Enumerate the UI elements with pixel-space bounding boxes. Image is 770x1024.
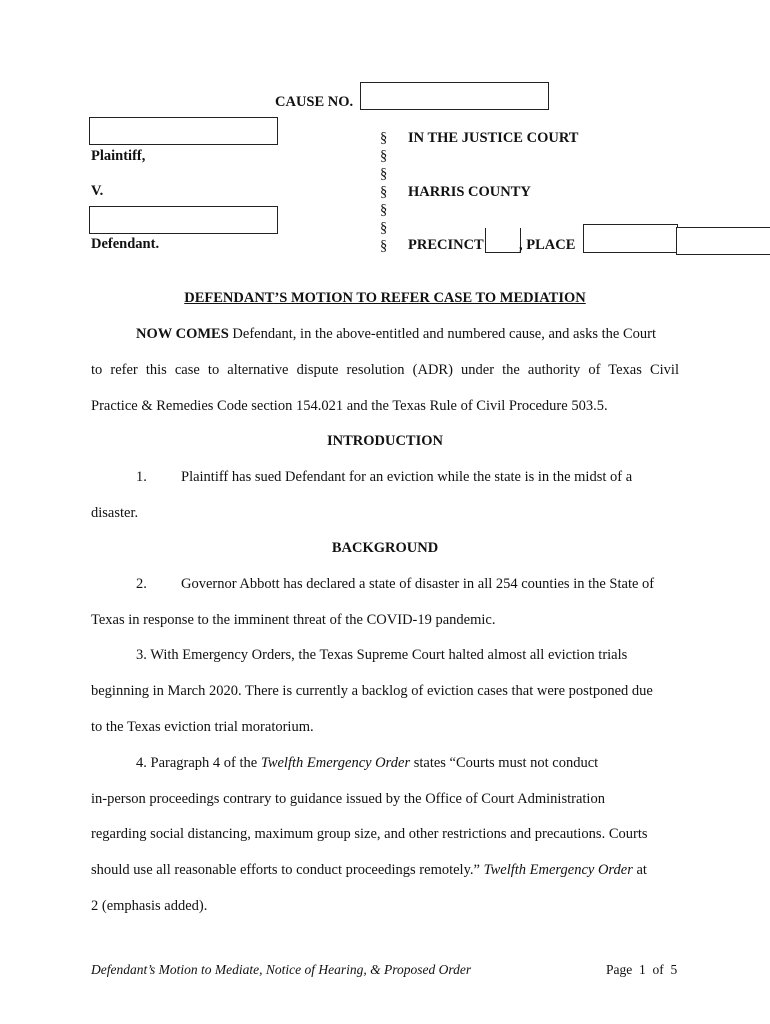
section-heading-introduction: INTRODUCTION [326,433,443,449]
section-mark: § [380,202,388,218]
intro-line-1-text: Defendant, in the above-entitled and numbered cause, and asks the Court [228,326,657,342]
paragraph-number: 1. [136,469,147,485]
county-label: HARRIS COUNTY [408,184,531,200]
defendant-label: Defendant. [91,236,160,252]
cause-no-label: CAUSE NO. [275,94,354,110]
court-label: IN THE JUSTICE COURT [408,130,579,146]
paragraph-2-line-2: Texas in response to the imminent threat of the COVID-19 pandemic. [91,612,496,628]
motion-title: DEFENDANT’S MOTION TO REFER CASE TO MEDIATION [184,290,586,306]
paragraph-3-line-2: beginning in March 2020. There is currently a backlog of eviction cases that were postponed due [91,683,653,699]
emergency-order-citation: Twelfth Emergency Order [483,862,633,878]
paragraph-3-line-1: 3. With Emergency Orders, the Texas Supreme Court halted almost all eviction trials [136,647,628,663]
place-field[interactable] [583,224,678,253]
plaintiff-name-field[interactable] [89,117,278,145]
paragraph-4-line-4 [91,862,647,879]
paragraph-number: 2. [136,576,147,592]
paragraph-3-line-3: to the Texas eviction trial moratorium. [91,719,314,735]
intro-line-1 [136,326,656,343]
paragraph-4-line-4-text: should use all reasonable efforts to conduct proceedings remotely.” [91,862,484,878]
footer-document-title: Defendant’s Motion to Mediate, Notice of Hearing, & Proposed Order [91,962,472,977]
precinct-label: PRECINCT [408,237,484,253]
paragraph-4-line-1-text: 4. Paragraph 4 of the [136,755,261,771]
section-mark: § [380,130,388,146]
paragraph-4-line-1 [136,755,598,772]
paragraph-1-line-2: disaster. [91,505,139,521]
paragraph-4-line-1-quote: states “Courts must not conduct [410,755,599,771]
intro-line-2: to refer this case to alternative dispute resolution (ADR) under the authority of Texas Civil [91,362,679,378]
paragraph-1-line-1: Plaintiff has sued Defendant for an eviction while the state is in the midst of a [181,469,633,485]
section-heading-background: BACKGROUND [331,540,439,556]
section-mark: § [380,238,388,254]
versus-label: V. [91,183,104,199]
cause-no-field[interactable] [360,82,549,110]
precinct-field[interactable] [485,228,521,253]
paragraph-4-line-5: 2 (emphasis added). [91,898,208,914]
section-mark: § [380,184,388,200]
place-field-extension[interactable] [676,227,770,255]
paragraph-4-line-4-suffix: at [632,862,647,878]
paragraph-2-line-1: Governor Abbott has declared a state of disaster in all 254 counties in the State of [181,576,655,592]
section-mark: § [380,166,388,182]
paragraph-4-line-3: regarding social distancing, maximum group size, and other restrictions and precautions. Courts [91,826,648,842]
plaintiff-label: Plaintiff, [91,148,146,164]
defendant-name-field[interactable] [89,206,278,234]
paragraph-4-line-2: in-person proceedings contrary to guidance issued by the Office of Court Administration [91,791,605,807]
now-comes-lead: NOW COMES [136,326,229,342]
section-mark: § [380,220,388,236]
intro-line-3: Practice & Remedies Code section 154.021 and the Texas Rule of Civil Procedure 503.5. [91,398,608,414]
place-label: , PLACE [519,237,576,253]
page-number: Page 1 of 5 [606,962,678,977]
emergency-order-citation: Twelfth Emergency Order [260,755,411,771]
section-mark: § [380,148,388,164]
